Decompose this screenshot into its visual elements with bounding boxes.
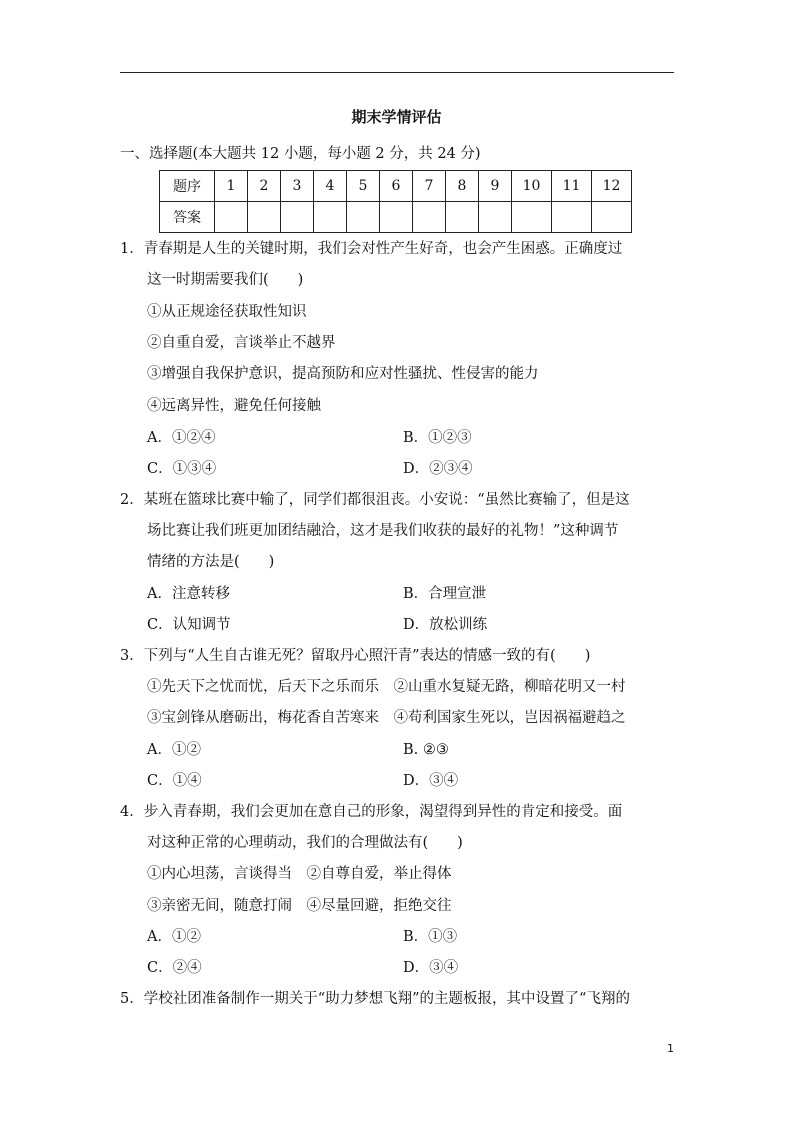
question-number-cell: 9 <box>479 171 512 202</box>
answer-table <box>159 170 632 233</box>
q1-stem-line-1: 1．青春期是人生的关键时期，我们会对性产生好奇，也会产生困惑。正确度过 <box>120 241 623 257</box>
answer-cell[interactable] <box>347 202 380 233</box>
q4-statement-line-2: ③亲密无间，随意打闹 ④尽量回避，拒绝交往 <box>147 898 452 914</box>
q4-option-b[interactable]: B．①③ <box>403 929 458 945</box>
row-label-answer: 答案 <box>160 202 215 233</box>
q3-option-b[interactable]: B. ②③ <box>403 742 449 758</box>
q4-stem-line-1: 4．步入青春期，我们会更加在意自己的形象，渴望得到异性的肯定和接受。面 <box>120 804 623 820</box>
answer-table-answer-row <box>160 202 632 233</box>
q2-stem-line-1: 2．某班在篮球比赛中输了，同学们都很沮丧。小安说：“虽然比赛输了，但是这 <box>120 492 630 508</box>
q1-statement-1: ①从正规途径获取性知识 <box>147 304 307 320</box>
q1-option-c[interactable]: C．①③④ <box>147 461 217 477</box>
question-number-cell: 3 <box>281 171 314 202</box>
q3-statement-line-2: ③宝剑锋从磨砺出，梅花香自苦寒来 ④苟利国家生死以，岂因祸福避趋之 <box>147 710 626 726</box>
q4-option-d[interactable]: D．③④ <box>403 960 459 976</box>
question-number-cell: 12 <box>592 171 632 202</box>
page-number: 1 <box>667 1042 674 1055</box>
q3-option-c[interactable]: C．①④ <box>147 773 202 789</box>
q2-option-b[interactable]: B．合理宣泄 <box>403 586 487 602</box>
answer-cell[interactable] <box>479 202 512 233</box>
q3-option-a[interactable]: A．①② <box>147 742 201 758</box>
q2-option-a[interactable]: A．注意转移 <box>147 586 230 602</box>
page-title: 期末学情评估 <box>351 108 442 126</box>
answer-table-header-row <box>160 171 632 202</box>
q1-option-a[interactable]: A．①②④ <box>147 430 216 446</box>
question-number-cell: 5 <box>347 171 380 202</box>
q2-stem-line-2: 场比赛让我们班更加团结融洽，这才是我们收获的最好的礼物！”这种调节 <box>147 523 619 539</box>
answer-cell[interactable] <box>380 202 413 233</box>
q3-statement-line-1: ①先天下之忧而忧，后天下之乐而乐 ②山重水复疑无路，柳暗花明又一村 <box>147 679 626 695</box>
row-label-number: 题序 <box>160 171 215 202</box>
q1-option-d[interactable]: D．②③④ <box>403 461 473 477</box>
answer-cell[interactable] <box>248 202 281 233</box>
section-heading: 一、选择题(本大题共 12 小题，每小题 2 分，共 24 分) <box>120 146 481 162</box>
question-number-cell: 1 <box>215 171 248 202</box>
q3-stem-line-1: 3．下列与“人生自古谁无死？留取丹心照汗青”表达的情感一致的有( ) <box>120 648 591 664</box>
question-number-cell: 10 <box>512 171 552 202</box>
question-number-cell: 4 <box>314 171 347 202</box>
question-number-cell: 6 <box>380 171 413 202</box>
question-number-cell: 11 <box>552 171 592 202</box>
answer-cell[interactable] <box>592 202 632 233</box>
answer-cell[interactable] <box>512 202 552 233</box>
answer-cell[interactable] <box>413 202 446 233</box>
q2-option-d[interactable]: D．放松训练 <box>403 617 488 633</box>
answer-cell[interactable] <box>314 202 347 233</box>
question-number-cell: 2 <box>248 171 281 202</box>
q1-statement-4: ④远离异性，避免任何接触 <box>147 398 321 414</box>
q4-option-a[interactable]: A．①② <box>147 929 201 945</box>
q1-statement-3: ③增强自我保护意识，提高预防和应对性骚扰、性侵害的能力 <box>147 366 539 382</box>
answer-cell[interactable] <box>552 202 592 233</box>
q4-statement-line-1: ①内心坦荡，言谈得当 ②自尊自爱，举止得体 <box>147 866 452 882</box>
answer-cell[interactable] <box>281 202 314 233</box>
q1-statement-2: ②自重自爱，言谈举止不越界 <box>147 335 336 351</box>
q4-option-c[interactable]: C．②④ <box>147 960 202 976</box>
answer-cell[interactable] <box>446 202 479 233</box>
answer-cell[interactable] <box>215 202 248 233</box>
question-number-cell: 8 <box>446 171 479 202</box>
q5-stem-line-1: 5．学校社团准备制作一期关于“助力梦想飞翔”的主题板报，其中设置了“飞翔的 <box>120 991 630 1007</box>
header-rule <box>120 72 674 73</box>
q1-stem-line-2: 这一时期需要我们( ) <box>147 272 304 288</box>
q1-option-b[interactable]: B．①②③ <box>403 430 472 446</box>
q2-option-c[interactable]: C．认知调节 <box>147 617 231 633</box>
q3-option-d[interactable]: D．③④ <box>403 773 459 789</box>
q4-stem-line-2: 对这种正常的心理萌动，我们的合理做法有( ) <box>147 835 463 851</box>
q2-stem-line-3: 情绪的方法是( ) <box>147 554 275 570</box>
question-number-cell: 7 <box>413 171 446 202</box>
